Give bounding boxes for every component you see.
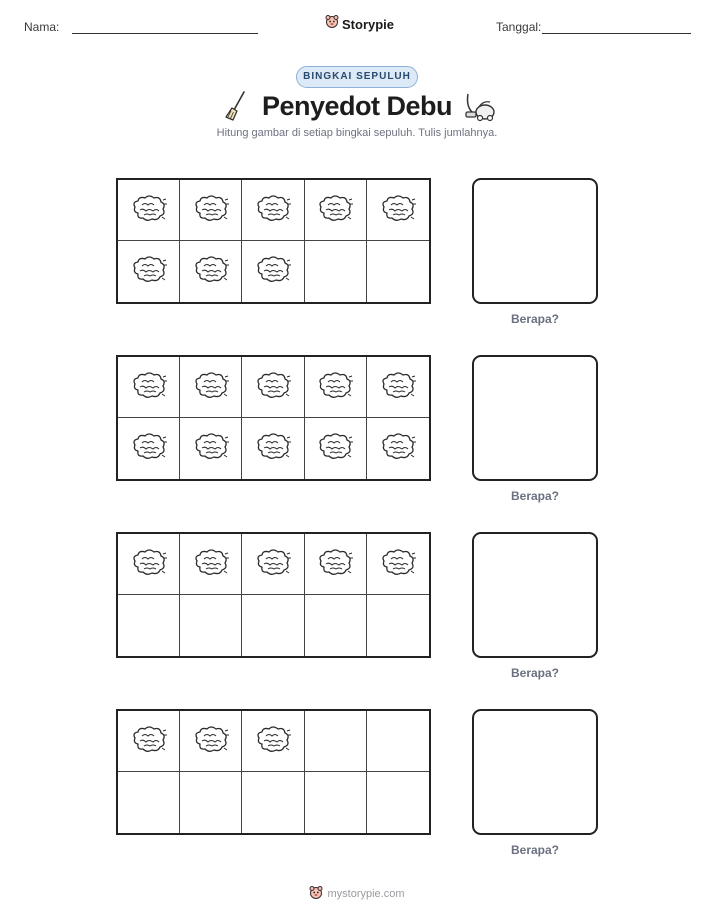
frame-cell bbox=[180, 534, 242, 595]
ten-frame-4 bbox=[116, 709, 431, 835]
frame-cell bbox=[180, 772, 242, 833]
header bbox=[0, 14, 714, 40]
frame-cell bbox=[118, 711, 180, 772]
frame-cell bbox=[305, 418, 367, 479]
answer-label-4: Berapa? bbox=[510, 843, 560, 857]
storypie-logo-icon bbox=[325, 14, 339, 34]
frame-cell bbox=[242, 241, 304, 302]
dust-ball-icon bbox=[191, 722, 231, 761]
dust-ball-icon bbox=[378, 191, 418, 230]
dust-ball-icon bbox=[315, 368, 355, 407]
frame-cell bbox=[367, 534, 429, 595]
dust-ball-icon bbox=[129, 545, 169, 584]
ten-frame-1 bbox=[116, 178, 431, 304]
answer-label-1: Berapa? bbox=[510, 312, 560, 326]
frame-cell bbox=[118, 534, 180, 595]
dust-ball-icon bbox=[191, 368, 231, 407]
frame-cell bbox=[242, 534, 304, 595]
frame-cell bbox=[118, 241, 180, 302]
dust-ball-icon bbox=[129, 722, 169, 761]
answer-box-3[interactable] bbox=[472, 532, 598, 658]
name-field[interactable] bbox=[72, 33, 258, 34]
frame-cell bbox=[180, 711, 242, 772]
frame-cell bbox=[367, 357, 429, 418]
dust-ball-icon bbox=[129, 429, 169, 468]
frame-cell bbox=[367, 595, 429, 656]
frame-cell bbox=[305, 241, 367, 302]
frame-cell bbox=[118, 595, 180, 656]
frame-cell bbox=[118, 180, 180, 241]
storypie-logo-icon bbox=[309, 885, 323, 903]
frame-cell bbox=[305, 357, 367, 418]
frame-cell bbox=[242, 772, 304, 833]
frame-cell bbox=[367, 418, 429, 479]
answer-box-4[interactable] bbox=[472, 709, 598, 835]
frame-cell bbox=[242, 711, 304, 772]
frame-cell bbox=[118, 357, 180, 418]
dust-ball-icon bbox=[315, 429, 355, 468]
frame-cell bbox=[305, 772, 367, 833]
footer bbox=[0, 885, 714, 903]
dust-ball-icon bbox=[378, 368, 418, 407]
frame-cell bbox=[180, 418, 242, 479]
dust-ball-icon bbox=[378, 429, 418, 468]
frame-cell bbox=[305, 534, 367, 595]
brand-name: Storypie bbox=[342, 16, 395, 32]
dust-ball-icon bbox=[253, 545, 293, 584]
dust-ball-icon bbox=[253, 368, 293, 407]
dust-ball-icon bbox=[315, 191, 355, 230]
frame-cell bbox=[242, 357, 304, 418]
frame-cell bbox=[180, 595, 242, 656]
frame-cell bbox=[305, 180, 367, 241]
dust-ball-icon bbox=[191, 545, 231, 584]
frame-cell bbox=[367, 241, 429, 302]
brand-logo bbox=[325, 14, 394, 34]
dust-ball-icon bbox=[253, 252, 293, 291]
frame-cell bbox=[242, 418, 304, 479]
dust-ball-icon bbox=[191, 429, 231, 468]
dust-ball-icon bbox=[253, 191, 293, 230]
frame-cell bbox=[367, 180, 429, 241]
frame-cell bbox=[180, 357, 242, 418]
dust-ball-icon bbox=[253, 429, 293, 468]
dust-ball-icon bbox=[378, 545, 418, 584]
vacuum-cleaner-icon bbox=[464, 92, 496, 127]
answer-label-2: Berapa? bbox=[510, 489, 560, 503]
instructions: Hitung gambar di setiap bingkai sepuluh. Tulis jumlahnya. bbox=[216, 127, 498, 139]
footer-url: mystorypie.com bbox=[327, 888, 405, 900]
dust-ball-icon bbox=[129, 191, 169, 230]
frame-cell bbox=[242, 595, 304, 656]
frame-cell bbox=[180, 241, 242, 302]
dust-ball-icon bbox=[191, 191, 231, 230]
dust-ball-icon bbox=[129, 368, 169, 407]
frame-cell bbox=[118, 772, 180, 833]
name-label: Nama: bbox=[24, 20, 60, 34]
frame-cell bbox=[180, 180, 242, 241]
answer-box-2[interactable] bbox=[472, 355, 598, 481]
frame-cell bbox=[305, 595, 367, 656]
date-label: Tanggal: bbox=[496, 20, 542, 34]
frame-cell bbox=[242, 180, 304, 241]
ten-frame-3 bbox=[116, 532, 431, 658]
dust-ball-icon bbox=[129, 252, 169, 291]
frame-cell bbox=[367, 772, 429, 833]
answer-box-1[interactable] bbox=[472, 178, 598, 304]
dust-ball-icon bbox=[191, 252, 231, 291]
frame-cell bbox=[118, 418, 180, 479]
page-title: Penyedot Debu bbox=[261, 91, 453, 121]
ten-frame-2 bbox=[116, 355, 431, 481]
answer-label-3: Berapa? bbox=[510, 666, 560, 680]
frame-cell bbox=[367, 711, 429, 772]
dust-ball-icon bbox=[253, 722, 293, 761]
frame-cell bbox=[305, 711, 367, 772]
category-badge: BINGKAI SEPULUH bbox=[296, 66, 418, 88]
date-field[interactable] bbox=[542, 33, 691, 34]
dust-ball-icon bbox=[315, 545, 355, 584]
